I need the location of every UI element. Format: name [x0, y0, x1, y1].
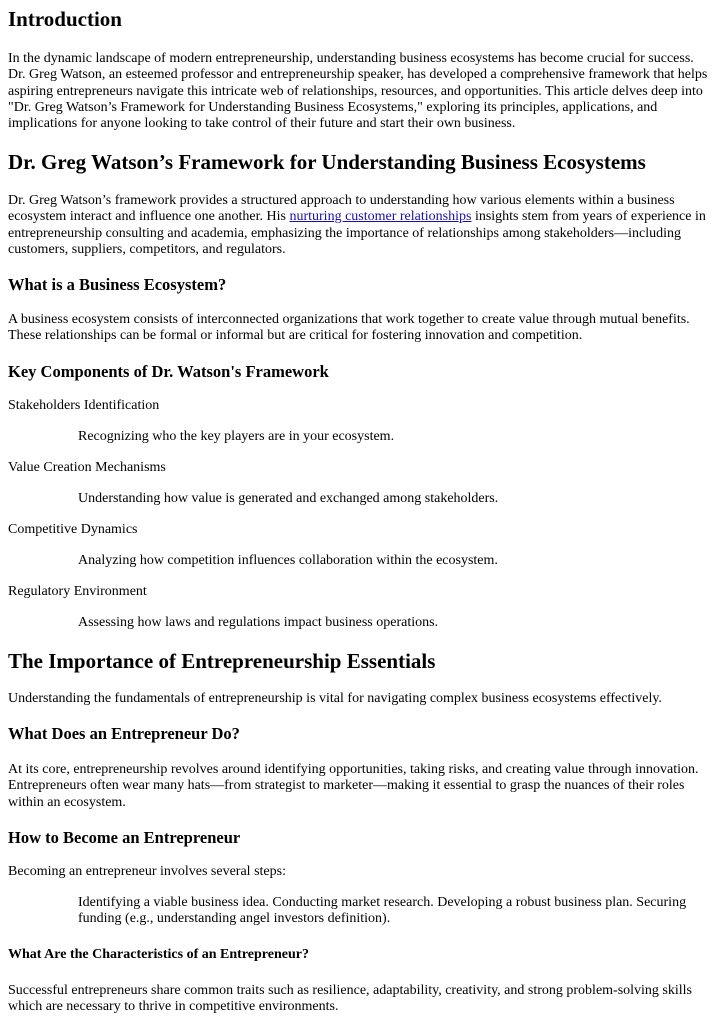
- become-steps: Identifying a viable business idea. Conducting market research. Developing a robust business plan. Securing funding (e.g., understanding angel investors definition).: [78, 895, 687, 927]
- component-term: Stakeholders Identification: [8, 398, 160, 413]
- become-heading: How to Become an Entrepreneur: [8, 828, 241, 847]
- framework-text-after-link: insights stem from years of experience in entrepreneurship consulting and academia, emphasizing the importance of relationships among stakeholders—including customers, suppliers, competitors, and regulators.: [8, 209, 706, 257]
- component-term: Competitive Dynamics: [8, 522, 138, 537]
- framework-text-before-link: Dr. Greg Watson’s framework provides a structured approach to understanding how various elements within a business ecosystem interact and influence one another. His: [8, 193, 675, 225]
- intro-heading: Introduction: [8, 7, 122, 31]
- component-description: Recognizing who the key players are in your ecosystem.: [78, 429, 395, 444]
- component-description: Assessing how laws and regulations impact business operations.: [78, 615, 439, 630]
- nurturing-customer-relationships-link[interactable]: nurturing customer relationships: [289, 209, 472, 225]
- component-term: Regulatory Environment: [8, 584, 147, 599]
- framework-paragraph: [8, 193, 712, 258]
- essentials-paragraph: Understanding the fundamentals of entrepreneurship is vital for navigating complex business ecosystems effectively.: [8, 691, 662, 706]
- component-term: Value Creation Mechanisms: [8, 460, 166, 475]
- component-description: Understanding how value is generated and exchanged among stakeholders.: [78, 491, 499, 506]
- entrepreneur-do-heading: What Does an Entrepreneur Do?: [8, 724, 240, 743]
- ecosystem-heading: What is a Business Ecosystem?: [8, 275, 227, 294]
- components-heading: Key Components of Dr. Watson's Framework: [8, 362, 329, 381]
- component-description: Analyzing how competition influences collaboration within the ecosystem.: [78, 553, 498, 568]
- framework-heading: Dr. Greg Watson’s Framework for Understanding Business Ecosystems: [8, 150, 646, 174]
- essentials-heading: The Importance of Entrepreneurship Essentials: [8, 649, 436, 673]
- become-paragraph: Becoming an entrepreneur involves several steps:: [8, 864, 286, 879]
- ecosystem-paragraph: A business ecosystem consists of interconnected organizations that work together to create value through mutual benefits. These relationships can be formal or informal but are critical for fostering innovation and competition.: [8, 312, 690, 344]
- intro-paragraph: In the dynamic landscape of modern entrepreneurship, understanding business ecosystems has become crucial for success. Dr. Greg Watson, an esteemed professor and entrepreneurship speaker, has developed a comprehensive framework that helps aspiring entrepreneurs navigate this intricate web of relationships, resources, and opportunities. This article delves deep into "Dr. Greg Watson’s Framework for Understanding Business Ecosystems," exploring its principles, applications, and implications for anyone looking to take control of their future and start their own business.: [8, 51, 708, 132]
- characteristics-heading: What Are the Characteristics of an Entrepreneur?: [8, 947, 309, 962]
- entrepreneur-do-paragraph: At its core, entrepreneurship revolves around identifying opportunities, taking risks, and creating value through innovation. Entrepreneurs often wear many hats—from strategist to marketer—making it essential to grasp the nuances of their roles within an ecosystem.: [8, 762, 699, 810]
- characteristics-paragraph: Successful entrepreneurs share common traits such as resilience, adaptability, creativity, and strong problem-solving skills which are necessary to thrive in competitive environments.: [8, 983, 692, 1015]
